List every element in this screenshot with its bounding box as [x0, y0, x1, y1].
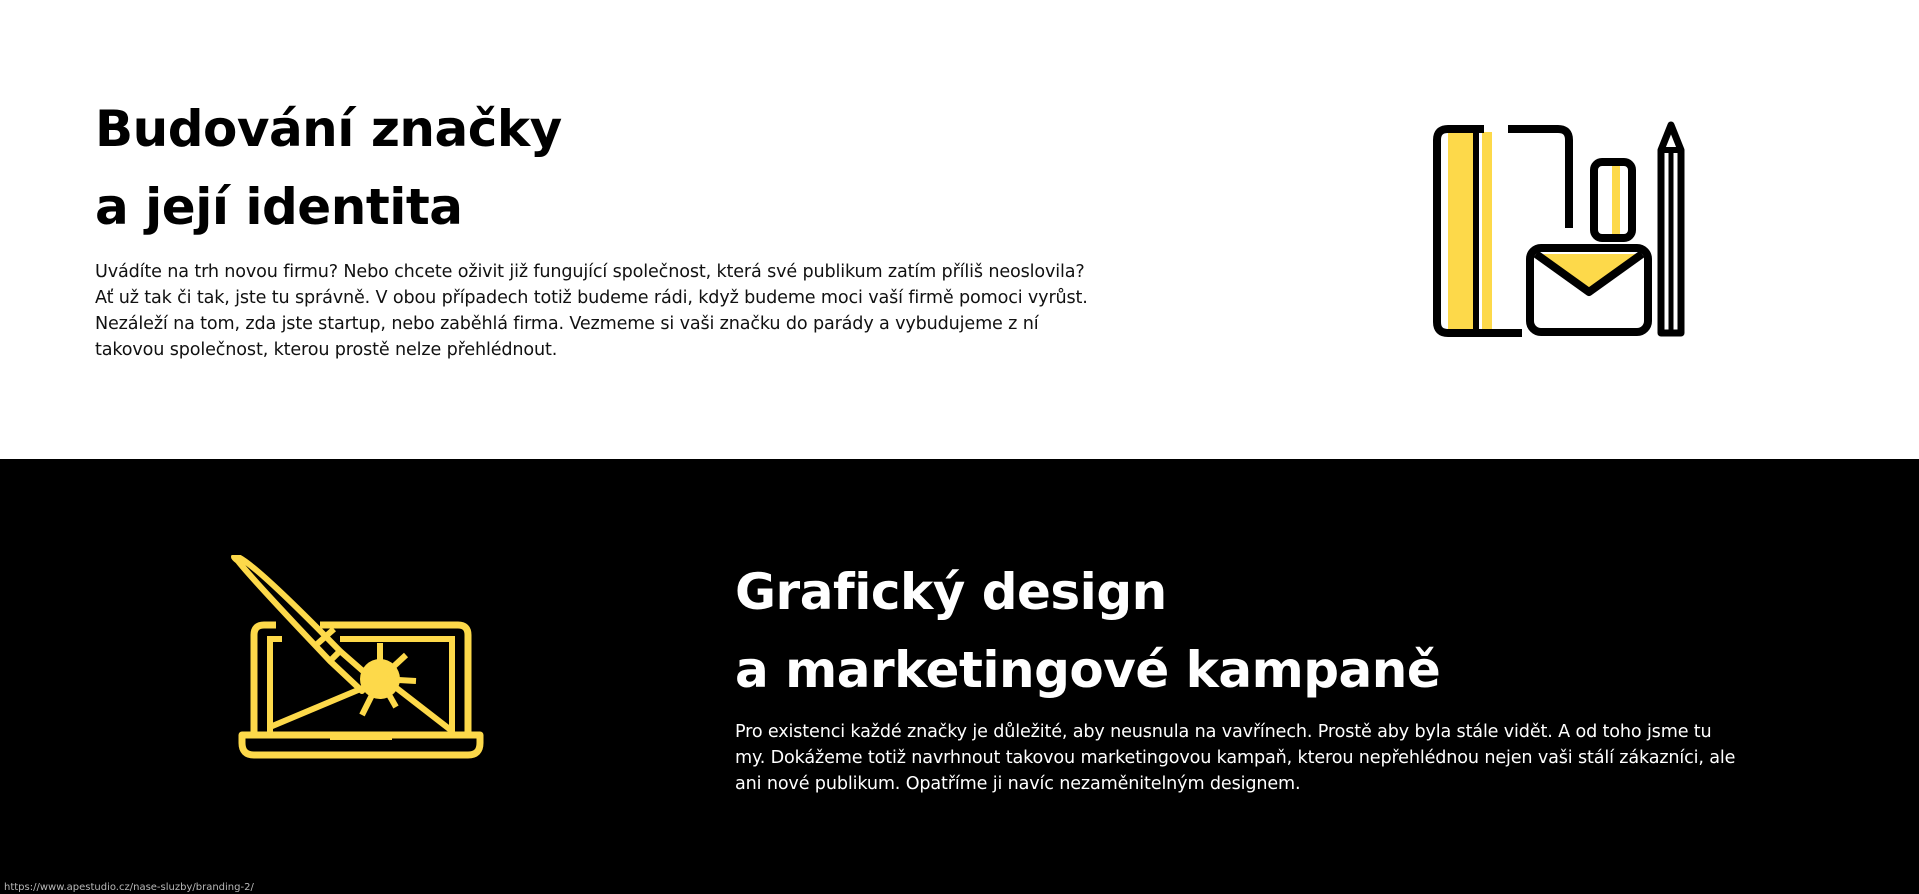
graphic-design-description	[735, 719, 1735, 797]
laptop-paintbrush-icon	[230, 555, 490, 795]
graphic-design-title	[735, 553, 1440, 709]
branding-description	[95, 259, 1088, 363]
branding-title	[95, 90, 562, 246]
graphic-design-description-line-3: ani nové publikum. Opatříme ji navíc nezaměnitelným designem.	[735, 774, 1301, 794]
branding-description-line-1: Uvádíte na trh novou firmu? Nebo chcete oživit již fungující společnost, která své publikum zatím příliš neoslovila?	[95, 262, 1085, 282]
graphic-design-description-line-2: my. Dokážeme totiž navrhnout takovou marketingovou kampaň, kterou nepřehlédnou nejen vaši stálí zákazníci, ale	[735, 748, 1736, 768]
branding-title-line-1: Budování značky	[95, 100, 562, 158]
graphic-design-description-line-1: Pro existenci každé značky je důležité, aby neusnula na vavřínech. Prostě aby byla stále vidět. A od toho jsme tu	[735, 722, 1712, 742]
branding-description-line-3: Nezáleží na tom, zda jste startup, nebo zaběhlá firma. Vezmeme si vaši značku do parády a vybudujeme z ní	[95, 314, 1039, 334]
status-bar-url: https://www.apestudio.cz/nase-sluzby/branding-2/	[0, 882, 258, 894]
stationery-icon	[1428, 120, 1688, 340]
graphic-design-title-line-2: a marketingové kampaně	[735, 641, 1441, 699]
branding-description-line-4: takovou společnost, kterou prostě nelze přehlédnout.	[95, 340, 558, 360]
branding-description-line-2: Ať už tak či tak, jste tu správně. V obou případech totiž budeme rádi, když budeme moci vaší firmě pomoci vyrůst.	[95, 288, 1088, 308]
branding-title-line-2: a její identita	[95, 178, 463, 236]
graphic-design-title-line-1: Grafický design	[735, 563, 1167, 621]
graphic-design-section	[0, 459, 1919, 894]
